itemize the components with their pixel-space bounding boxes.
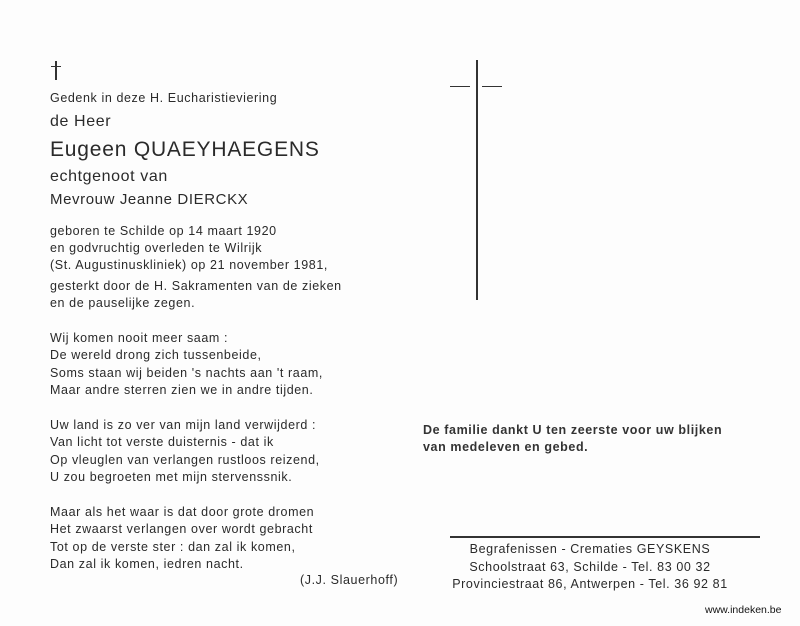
- bio-line: gesterkt door de H. Sakramenten van de zieken: [50, 279, 342, 293]
- bio-line: en de pauselijke zegen.: [50, 296, 196, 310]
- poem-line: De wereld drong zich tussenbeide,: [50, 348, 262, 362]
- relation-text: echtgenoot van: [50, 168, 168, 185]
- small-cross-icon: [50, 58, 62, 80]
- spouse-name: Mevrouw Jeanne DIERCKX: [50, 191, 249, 208]
- poem-author: (J.J. Slauerhoff): [300, 573, 399, 587]
- funeral-home-line: Begrafenissen - Crematies GEYSKENS: [469, 542, 711, 556]
- poem-line: Het zwaarst verlangen over wordt gebracht: [50, 522, 313, 536]
- funeral-home-line: Provinciestraat 86, Antwerpen - Tel. 36 92 81: [452, 577, 728, 591]
- poem-line: Maar als het waar is dat door grote dromen: [50, 505, 315, 519]
- watermark-link[interactable]: www.indeken.be: [705, 604, 782, 616]
- intro-text: Gedenk in deze H. Eucharistieviering: [50, 91, 278, 105]
- divider-line: [450, 536, 760, 538]
- bio-line: geboren te Schilde op 14 maart 1920: [50, 224, 277, 238]
- funeral-home-line: Schoolstraat 63, Schilde - Tel. 83 00 32: [469, 560, 711, 574]
- poem-line: Maar andre sterren zien we in andre tijden.: [50, 383, 314, 397]
- bio-line: (St. Augustinuskliniek) op 21 november 1981,: [50, 258, 328, 272]
- poem-line: Soms staan wij beiden 's nachts aan 't raam,: [50, 366, 323, 380]
- poem-line: Wij komen nooit meer saam :: [50, 331, 229, 345]
- thanks-line: van medeleven en gebed.: [423, 440, 589, 454]
- poem-line: Op vleuglen van verlangen rustloos reizend,: [50, 453, 320, 467]
- poem-line: Van licht tot verste duisternis - dat ik: [50, 435, 274, 449]
- title-text: de Heer: [50, 113, 112, 130]
- poem-line: U zou begroeten met mijn stervenssnik.: [50, 470, 293, 484]
- thanks-line: De familie dankt U ten zeerste voor uw blijken: [423, 423, 723, 437]
- poem-line: Uw land is zo ver van mijn land verwijderd :: [50, 418, 317, 432]
- poem-line: Tot op de verste ster : dan zal ik komen,: [50, 540, 296, 554]
- bio-line: en godvruchtig overleden te Wilrijk: [50, 241, 263, 255]
- deceased-name: Eugeen QUAEYHAEGENS: [50, 138, 320, 161]
- poem-line: Dan zal ik komen, iedren nacht.: [50, 557, 244, 571]
